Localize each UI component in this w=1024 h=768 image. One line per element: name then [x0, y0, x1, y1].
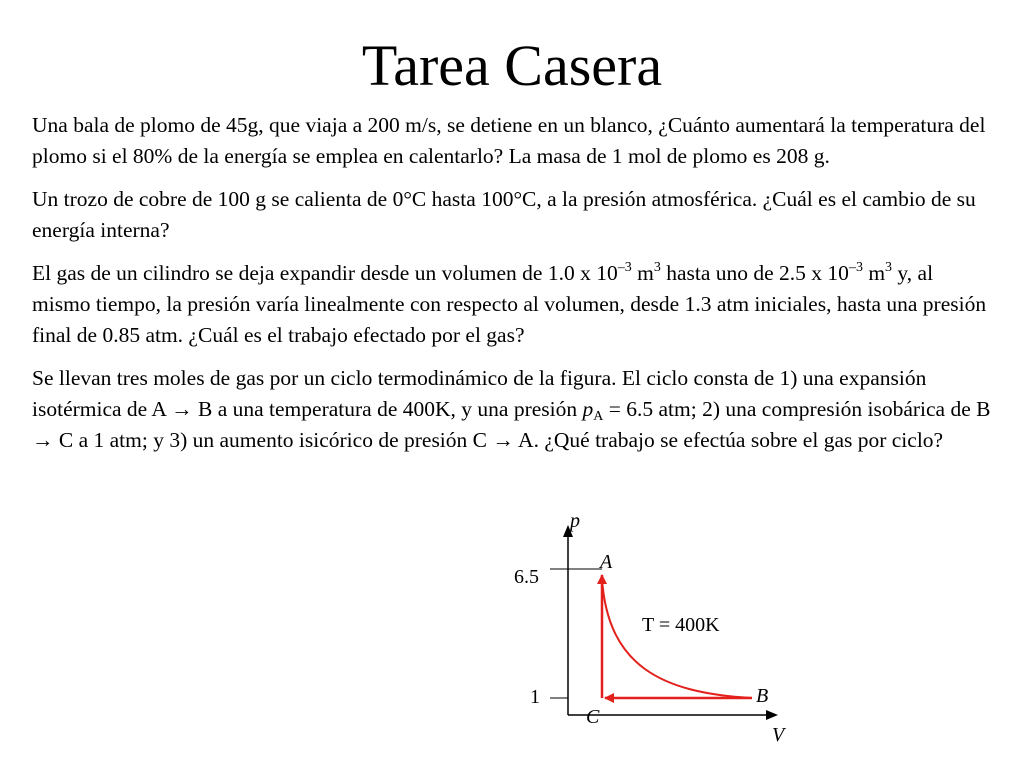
problem-3-exponent-2: –3 — [848, 260, 863, 275]
problem-3-text-d: m — [862, 261, 886, 285]
problem-list — [32, 110, 994, 468]
problem-3-cube-2: 3 — [885, 260, 893, 275]
pv-diagram — [490, 505, 810, 760]
tick-label-high: 6.5 — [514, 566, 539, 588]
problem-4-pressure-symbol: p — [582, 397, 594, 421]
problem-3-text-c: hasta uno de 2.5 x 10 — [660, 261, 849, 285]
x-axis-label: V — [772, 724, 785, 746]
problem-3-text-e: y, al mismo tiempo, la presión varía linealmente con respecto al volumen, desde 1.3 atm iniciales, hasta una presión final de 0.85 atm. ¿Cuál es el trabajo efectado por el gas? — [32, 261, 987, 347]
y-axis-label: p — [570, 510, 580, 532]
isotherm-curve — [602, 579, 752, 698]
problem-4-text-b: = 6.5 atm; 2) una compresión isobárica de B → C a 1 atm; y 3) un aumento isicórico de presión C → A. ¿Qué trabajo se efectúa sobre el gas por ciclo? — [32, 397, 991, 452]
problem-4-subscript: A — [593, 409, 604, 424]
tick-label-low: 1 — [530, 686, 540, 708]
problem-1: Una bala de plomo de 45g, que viaja a 200 m/s, se detiene en un blanco, ¿Cuánto aumentará la temperatura del plomo si el 80% de la energía se emplea en calentarlo? La masa de 1 mol de plomo es 208 g. — [32, 113, 986, 168]
problem-3-exponent-1: –3 — [617, 260, 632, 275]
isotherm-label: T = 400K — [642, 614, 720, 636]
point-a-label: A — [600, 551, 613, 573]
problem-4 — [32, 363, 994, 456]
problem-4-text-a: Se llevan tres moles de gas por un ciclo termodinámico de la figura. El ciclo consta de 1) una expansión isotérmica de A → B a una temperatura de 400K, y una presión — [32, 366, 927, 421]
point-b-label: B — [756, 685, 769, 707]
problem-3-cube-1: 3 — [653, 260, 661, 275]
problem-3 — [32, 258, 994, 351]
problem-2: Un trozo de cobre de 100 g se calienta de 0°C hasta 100°C, a la presión atmosférica. ¿Cuál es el cambio de su energía interna? — [32, 187, 976, 242]
page-title: Tarea Casera — [361, 33, 663, 98]
problem-3-text-b: m — [631, 261, 654, 285]
problem-3-text-a: El gas de un cilindro se deja expandir desde un volumen de 1.0 x 10 — [32, 261, 618, 285]
point-c-label: C — [586, 706, 600, 728]
v-axis-arrowhead — [766, 710, 778, 720]
